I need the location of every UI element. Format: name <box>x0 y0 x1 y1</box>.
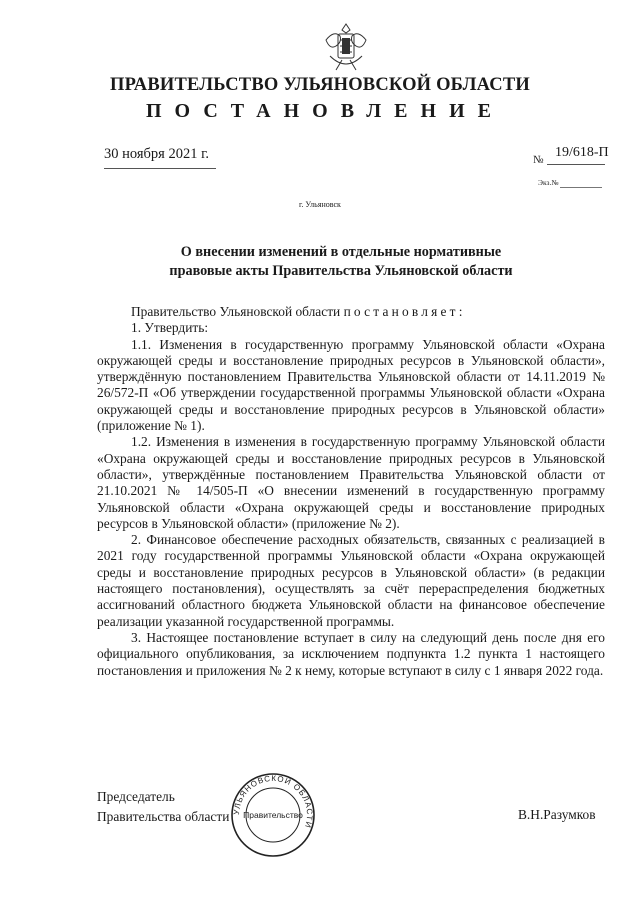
svg-text:УЛЬЯНОВСКОЙ ОБЛАСТИ <box>232 774 314 830</box>
intro-paragraph <box>97 304 605 320</box>
document-date: 30 ноября 2021 г. <box>104 146 210 162</box>
paragraph-1: 1. Утвердить: <box>131 320 209 336</box>
number-underline <box>547 164 605 165</box>
number-prefix: № <box>533 154 544 166</box>
intro-text: Правительство Ульяновской области <box>131 304 344 319</box>
date-underline <box>104 168 216 169</box>
document-subject <box>150 243 532 281</box>
subject-line-2: правовые акты Правительства Ульяновской области <box>169 263 513 279</box>
signatory-position <box>97 787 229 827</box>
document-type: ПОСТАНОВЛЕНИЕ <box>146 100 504 122</box>
seal-center-text: Правительство <box>243 810 303 820</box>
paragraph-1-2: 1.2. Изменения в изменения в государственную программу Ульяновской области «Охрана окружающей среды и восстановление природных ресурсов в Ульяновской области», утверждённые постановлением Правительства Ульяновской области от 21.10.2021 № 14/505-П «О внесении изменений в государственную программу Ульяновской области «Охрана окружающей среды и восстановление природных ресурсов в Ульяновской области» (приложение № 2). <box>97 434 605 531</box>
copy-number-label: Экз.№ <box>538 178 559 187</box>
city: г. Ульяновск <box>299 200 341 209</box>
official-seal <box>230 772 316 858</box>
document-number: 19/618-П <box>555 145 609 160</box>
signatory-name: В.Н.Разумков <box>518 807 596 822</box>
paragraph-2: 2. Финансовое обеспечение расходных обязательств, связанных с реализацией в 2021 году государственной программы Ульяновской области «Охрана окружающей среды и восстановление природных ресурсов в Ульяновской области» (в редакции настоящего постановления), осуществлять за счёт перераспределения бюджетных ассигнований областного бюджета Ульяновской области на финансовое обеспечение реализации указанной государственной программы. <box>97 532 605 629</box>
seal-ring-text: УЛЬЯНОВСКОЙ ОБЛАСТИ <box>231 773 315 830</box>
paragraph-3: 3. Настоящее постановление вступает в силу на следующий день после дня его официального опубликования, за исключением подпункта 1.2 пункта 1 настоящего постановления и приложения № 2 к нему, которые вступают в силу с 1 января 2022 года. <box>97 629 605 678</box>
government-title: ПРАВИТЕЛЬСТВО УЛЬЯНОВСКОЙ ОБЛАСТИ <box>110 75 530 95</box>
document-body <box>97 304 605 679</box>
paragraph-1-1: 1.1. Изменения в государственную программу Ульяновской области «Охрана окружающей среды и восстановление природных ресурсов в Ульяновской области», утверждённую постановлением Правительства Ульяновской области от 14.11.2019 № 26/572-П «Об утверждении государственной программы Ульяновской области «Охрана окружающей среды и восстановление природных ресурсов в Ульяновской области» (приложение № 1). <box>97 336 605 434</box>
coat-of-arms-icon <box>318 20 374 76</box>
intro-decree-word: постановляет: <box>343 304 466 319</box>
position-line-1: Председатель <box>97 789 175 804</box>
copy-number-underline <box>560 187 602 188</box>
subject-line-1: О внесении изменений в отдельные нормативные <box>180 244 502 260</box>
position-line-2: Правительства области <box>97 809 230 824</box>
